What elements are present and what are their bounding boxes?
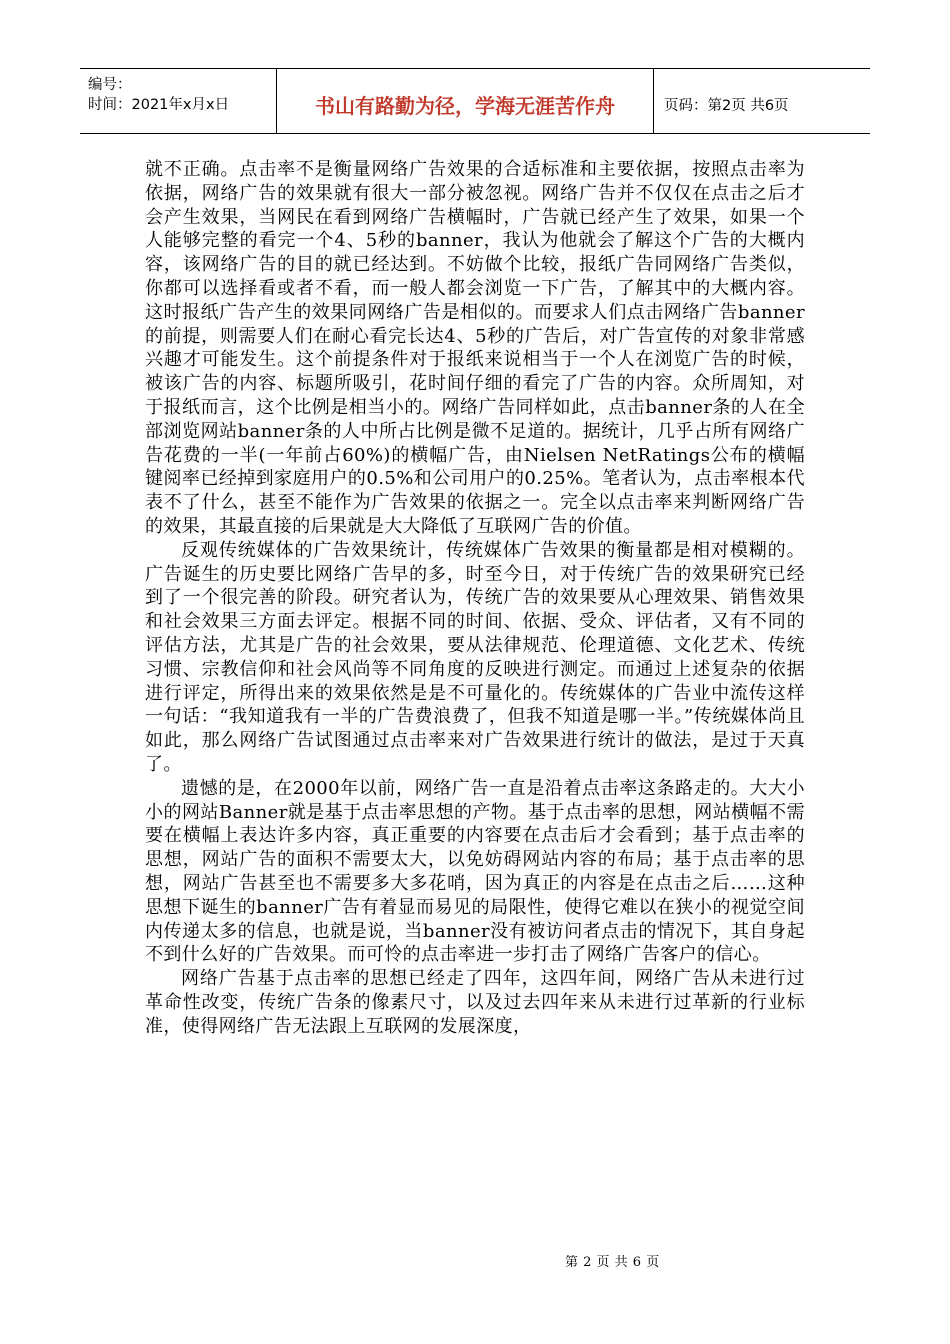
header-motto: 书山有路勤为径，学海无涯苦作舟 [277, 69, 654, 133]
document-time-label: 时间：2021年x月x日 [88, 97, 230, 113]
document-number-label: 编号： [88, 77, 132, 93]
paragraph: 网络广告基于点击率的思想已经走了四年，这四年间，网络广告从未进行过革命性改变，传统广告条的像素尺寸，以及过去四年来从未进行过革新的行业标准，使得网络广告无法跟上互联网的发展深度， [145, 968, 805, 1037]
document-body [145, 158, 805, 1038]
paragraph: 就不正确。点击率不是衡量网络广告效果的合适标准和主要依据，按照点击率为依据，网络广告的效果就有很大一部分被忽视。网络广告并不仅仅在点击之后才会产生效果，当网民在看到网络广告横幅时，广告就已经产生了效果，如果一个人能够完整的看完一个4、5秒的banner，我认为他就会了解这个广告的大概内容，该网络广告的目的就已经达到。不妨做个比较，报纸广告同网络广告类似，你都可以选择看或者不看，而一般人都会浏览一下广告，了解其中的大概内容。这时报纸广告产生的效果同网络广告是相似的。而要求人们点击网络广告banner的前提，则需要人们在耐心看完长达4、5秒的广告后，对广告宣传的对象非常感兴趣才可能发生。这个前提条件对于报纸来说相当于一个人在浏览广告的时候，被该广告的内容、标题所吸引，花时间仔细的看完了广告的内容。众所周知，对于报纸而言，这个比例是相当小的。网络广告同样如此，点击banner条的人在全部浏览网站banner条的人中所占比例是微不足道的。据统计，几乎占所有网络广告花费的一半(一年前占60%)的横幅广告，由Nielsen NetRatings公布的横幅键阅率已经掉到家庭用户的0.5%和公司用户的0.25%。笔者认为，点击率根本代表不了什么，甚至不能作为广告效果的依据之一。完全以点击率来判断网络广告的效果，其最直接的后果就是大大降低了互联网广告的价值。 [145, 159, 805, 537]
header-meta [80, 69, 277, 133]
page-header [80, 68, 870, 134]
header-page-info: 页码：第2页 共6页 [664, 97, 789, 114]
page-footer: 第 2 页 共 6 页 [565, 1255, 660, 1270]
paragraph: 遗憾的是，在2000年以前，网络广告一直是沿着点击率这条路走的。大大小小的网站Banner就是基于点击率思想的产物。基于点击率的思想，网站横幅不需要在横幅上表达许多内容，真正重要的内容要在点击后才会看到；基于点击率的思想，网站广告的面积不需要太大，以免妨碍网站内容的布局；基于点击率的思想，网站广告甚至也不需要多大多花哨，因为真正的内容是在点击之后……这种思想下诞生的banner广告有着显而易见的局限性，使得它难以在狭小的视觉空间内传递太多的信息，也就是说，当banner没有被访问者点击的情况下，其自身起不到什么好的广告效果。而可怜的点击率进一步打击了网络广告客户的信心。 [145, 777, 805, 966]
paragraph: 反观传统媒体的广告效果统计，传统媒体广告效果的衡量都是相对模糊的。广告诞生的历史要比网络广告早的多，时至今日，对于传统广告的效果研究已经到了一个很完善的阶段。研究者认为，传统广告的效果要从心理效果、销售效果和社会效果三方面去评定。根据不同的时间、依据、受众、评估者，又有不同的评估方法，尤其是广告的社会效果，要从法律规范、伦理道德、文化艺术、传统习惯、宗教信仰和社会风尚等不同角度的反映进行测定。而通过上述复杂的依据进行评定，所得出来的效果依然是是不可量化的。传统媒体的广告业中流传这样一句话：“我知道我有一半的广告费浪费了，但我不知道是哪一半。”传统媒体尚且如此，那么网络广告试图通过点击率来对广告效果进行统计的做法，是过于天真了。 [145, 539, 805, 775]
